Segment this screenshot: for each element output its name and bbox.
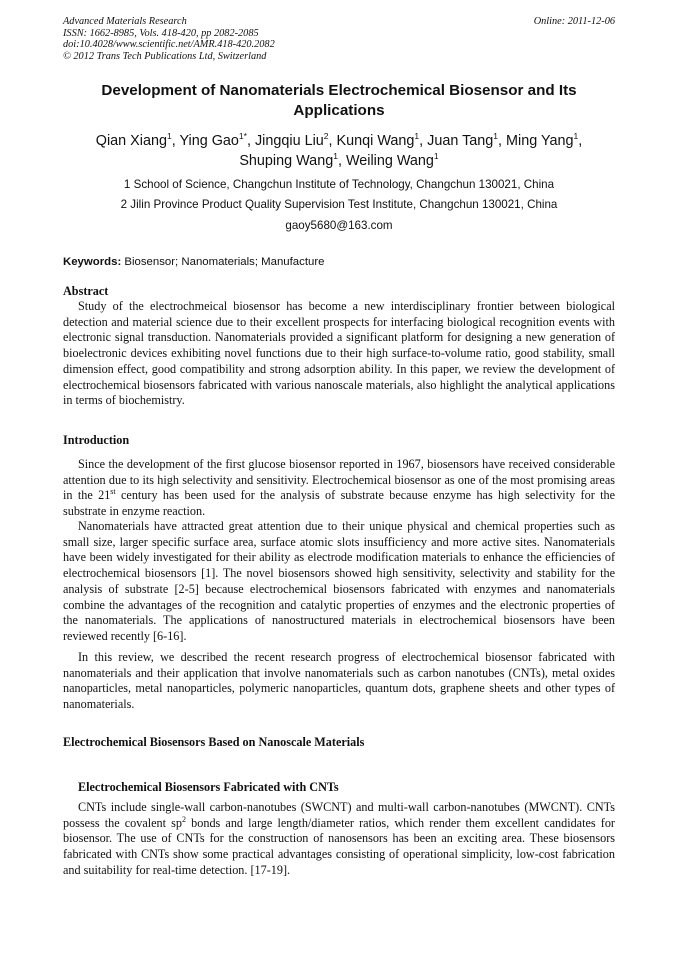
abstract-heading: Abstract [63,284,109,298]
intro-p1-text: Since the development of the first glucose biosensor reported in 1967, biosensors have received considerable attention due to its high selectivity and sensitivity. Electrochemical biosensor as one of the most promising areas in the 21 [63,457,615,503]
intro-p3-text: In this review, we described the recent research progress of electrochemical biosensor fabricated with nanomaterials and their application that involve nanomaterials such as carbon nanotubes (CNTs), metal oxides nanoparticles, metal nanoparticles, polymeric nanoparticles, quantum dots, graphene sheets and other types of nanomaterials. [63,650,615,712]
author: Qian Xiang [95,133,167,149]
hybridization-superscript: 2 [182,814,187,824]
author-affiliation-mark: 1* [238,131,247,141]
corresponding-email: gaoy5680@163.com [285,219,393,232]
ordinal-suffix: st [110,487,116,497]
keywords [63,255,615,269]
paper-title [63,81,615,120]
intro-p1-text-cont: century has been used for the analysis of substrate because enzyme has high selectivity for the substrate in enzyme reaction. [63,488,616,519]
author: Shuping Wang [239,152,334,169]
author-affiliation-mark: 1 [166,131,172,141]
keywords-label: Keywords: [63,256,122,268]
copyright-line: © 2012 Trans Tech Publications Ltd, Switzerland [63,50,267,62]
affiliation-1: 1 School of Science, Changchun Institute of Technology, Changchun 130021, China [123,178,555,191]
cnt-text: CNTs include single-wall carbon-nanotubes (SWCNT) and multi-wall carbon-nanotubes (MWCNT). CNTs possess the covalent sp [63,800,615,830]
author-affiliation-mark: 1 [414,131,420,141]
introduction-paragraph-1 [63,457,615,520]
author-list: Qian Xiang$^1$, Ying Gao$^{1*}$, Jingqiu Liu$^2$, Kunqi Wang$^1$, Juan Tang$^1$, Ming Yang$^1$, Shuping Wang$^1$, Weiling Wang$^1$ [95,131,583,169]
introduction-paragraph-3 [63,650,615,713]
issn-line: ISSN: 1662-8985, Vols. 418-420, pp 2082-2085 [63,27,259,39]
author-affiliation-mark: 2 [323,131,329,141]
author-affiliation-mark: 1 [573,131,579,141]
author: Jingqiu Liu [254,133,324,149]
subsection-heading: Electrochemical Biosensors Fabricated with CNTs [78,780,339,794]
introduction-paragraph-2 [63,519,615,645]
online-date: Online: 2011-12-06 [533,16,615,27]
author: Juan Tang [427,133,494,149]
author: Ming Yang [506,133,574,149]
author-affiliation-mark: 1 [333,150,338,161]
doi-line: doi:10.4028/www.scientific.net/AMR.418-420.2082 [63,39,275,51]
author-affiliation-mark: 1 [433,150,439,161]
title-line-1: Development of Nanomaterials Electrochemical Biosensor and Its [101,82,577,99]
affiliation-2: 2 Jilin Province Product Quality Supervision Test Institute, Changchun 130021, China [120,198,558,211]
author: Weiling Wang [345,152,434,169]
intro-p2-text: Nanomaterials have attracted great attention due to their unique physical and chemical properties such as small size, larger specific surface area, surface atomic slots insufficiency and more active sites. Nanomaterials have been widely investigated for their ability as electrode modification materials to enhance the efficiencies of electrochemical biosensors [1]. The novel biosensors showed high sensitivity, selectivity and stability for the analysis of substrate [2-5] because electrochemical biosensors fabricated with enzymes and nanomaterials combine the advantages of the recognition and catalytic properties of enzymes and the electronic properties of the nanomaterials. The applications of nanostructured materials in electrochemical biosensors have been reviewed recently [6-16]. [63,519,615,643]
author: Ying Gao [179,133,239,149]
abstract-body [63,299,615,409]
journal-name: Advanced Materials Research [63,16,187,27]
title-line-2: Applications [293,101,385,119]
cnt-text-cont: bonds and large length/diameter ratios, which render them excellent candidates for biosensor. The use of CNTs for the construction of nanosensors has been an exciting area. These biosensors fabricated with CNTs show some practical advantages consisting of operational simplicity, low-cost fabrication and suitability for real-time detection. [17-19]. [63,815,615,877]
author-affiliation-mark: 1 [493,131,499,141]
section-heading: Electrochemical Biosensors Based on Nanoscale Materials [63,735,365,749]
cnt-paragraph [63,800,615,879]
author: Kunqi Wang [336,133,415,149]
keywords-text: Biosensor; Nanomaterials; Manufacture [121,256,325,268]
abstract-text: Study of the electrochmeical biosensor has become a new interdisciplinary frontier between biological detection and material science due to their excellent prospects for interfacing biological recognition events with electronic signal transduction. Nanomaterials provided a significant platform for designing a new generation of bioelectronic devices exhibiting novel functions due to their high surface-to-volume ratio, good stability, small dimension effect, good compatibility and strong adsorption ability. In this paper, we review the development of electrochemical biosensors fabricated with various nanoscale materials, also highlight the analytical applications in terms of biochemistry. [63,299,615,408]
journal-header [63,16,615,62]
introduction-heading: Introduction [63,433,130,447]
